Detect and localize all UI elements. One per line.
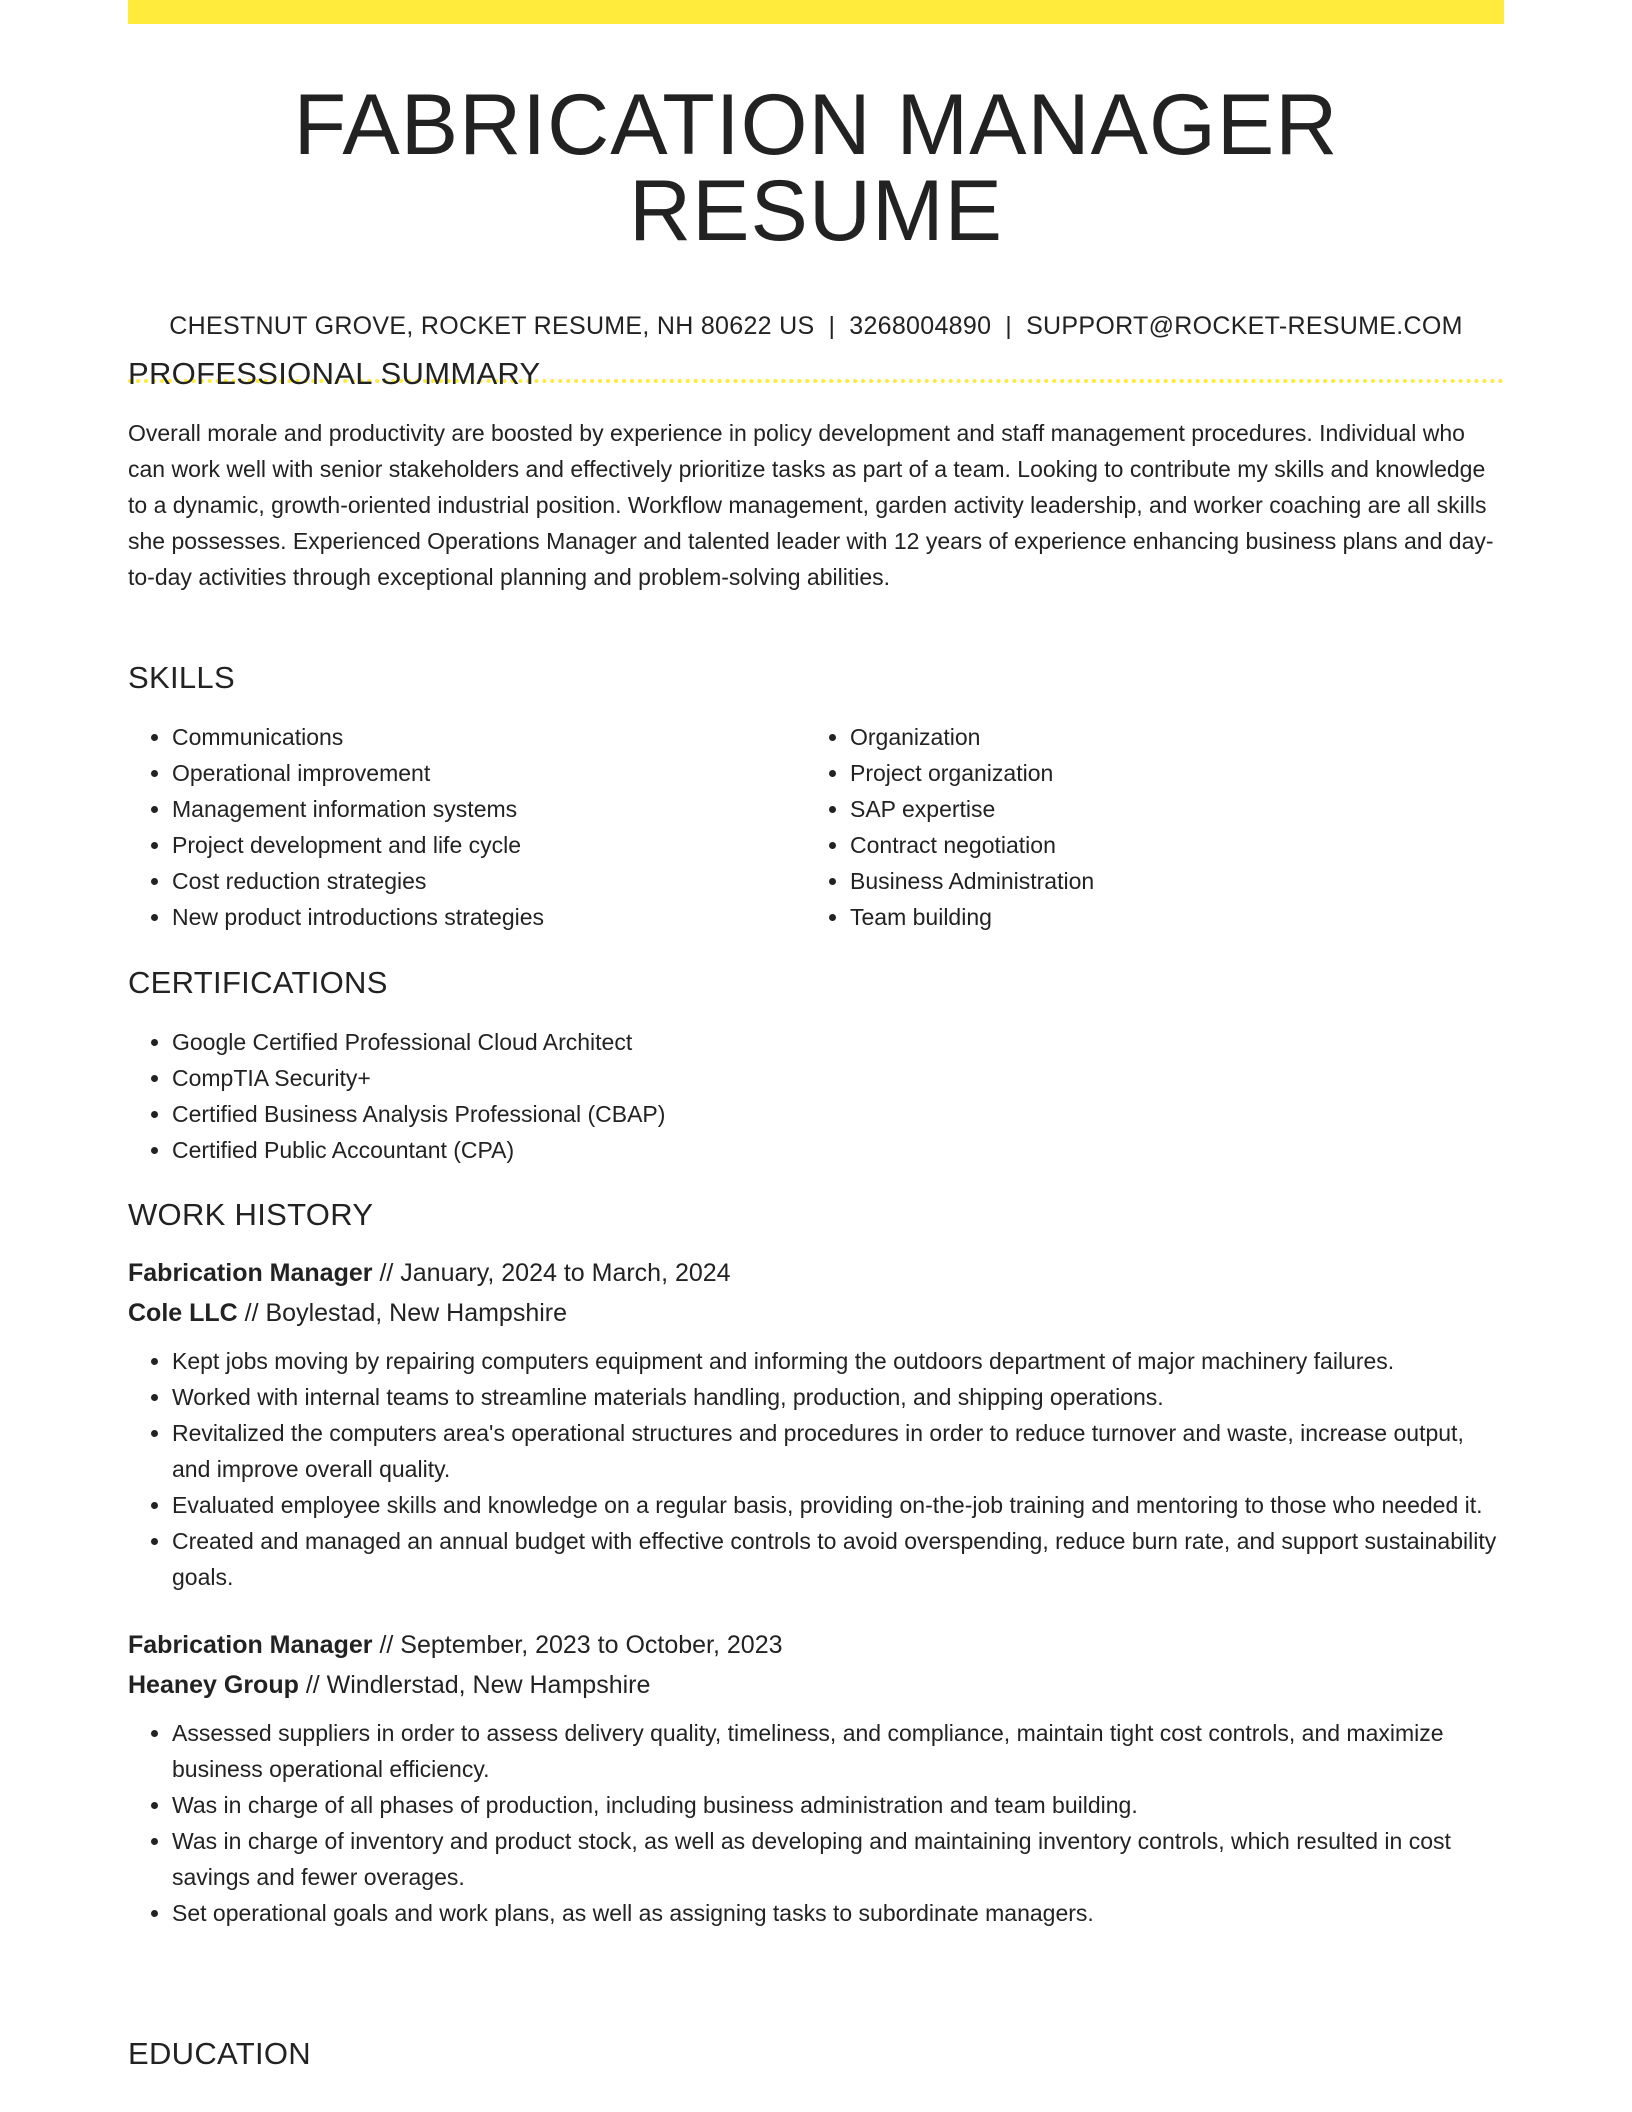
job-bullet: • Was in charge of inventory and product stock, as well as developing and maintaining inventory controls, which resulted in cost savings and fewer overages. [172, 1823, 1504, 1895]
skills-grid [128, 719, 1504, 935]
job-bullet: • Assessed suppliers in order to assess delivery quality, timeliness, and compliance, maintain tight cost controls, and maximize business operational efficiency. [172, 1715, 1504, 1787]
skill-item: • Operational improvement [172, 755, 806, 791]
contact-line [128, 312, 1504, 341]
certification-item: • Certified Public Accountant (CPA) [172, 1132, 1504, 1168]
contact-phone: 3268004890 [849, 312, 992, 340]
job-location: // Boylestad, New Hampshire [237, 1299, 568, 1327]
section-heading-skills: SKILLS [128, 660, 235, 695]
skill-item: • Communications [172, 719, 806, 755]
job-bullet: • Kept jobs moving by repairing computers equipment and informing the outdoors department of major machinery failures. [172, 1343, 1504, 1379]
contact-separator: | [828, 312, 836, 340]
job-entry [128, 1253, 1504, 1595]
job-company-line [128, 1293, 1504, 1333]
job-bullet: • Evaluated employee skills and knowledge on a regular basis, providing on-the-job training and mentoring to those who needed it. [172, 1487, 1504, 1523]
contact-address: CHESTNUT GROVE, ROCKET RESUME, NH 80622 US [169, 312, 815, 340]
job-title-line [128, 1625, 1504, 1665]
resume-title: FABRICATION MANAGER RESUME [293, 77, 1339, 259]
skill-item: • SAP expertise [850, 791, 1484, 827]
education-section [128, 2036, 1504, 2072]
skill-item: • Team building [850, 899, 1484, 935]
job-bullets [128, 1343, 1504, 1595]
skill-item: • Contract negotiation [850, 827, 1484, 863]
skill-item: • New product introductions strategies [172, 899, 806, 935]
certification-item: • Google Certified Professional Cloud Architect [172, 1024, 1504, 1060]
job-title: Fabrication Manager [128, 1259, 373, 1287]
job-bullet: • Worked with internal teams to streamline materials handling, production, and shipping operations. [172, 1379, 1504, 1415]
skill-item: • Cost reduction strategies [172, 863, 806, 899]
job-bullet: • Created and managed an annual budget with effective controls to avoid overspending, reduce burn rate, and support sustainability goals. [172, 1523, 1504, 1595]
skills-list-left [128, 719, 806, 935]
work-history-section [128, 1197, 1504, 1931]
job-company: Heaney Group [128, 1671, 299, 1699]
skill-item: • Organization [850, 719, 1484, 755]
section-heading-summary: PROFESSIONAL SUMMARY [128, 356, 541, 391]
contact-email[interactable]: SUPPORT@ROCKET-RESUME.COM [1026, 312, 1463, 340]
job-entry [128, 1625, 1504, 1931]
job-location: // Windlerstad, New Hampshire [298, 1671, 651, 1699]
section-heading-education: EDUCATION [128, 2036, 311, 2071]
skills-section [128, 660, 1504, 935]
job-title: Fabrication Manager [128, 1631, 373, 1659]
summary-text: Overall morale and productivity are boosted by experience in policy development and staff management procedures. Individual who can work well with senior stakeholders and effectively prioritize tasks as part of a team. Looking to contribute my skills and knowledge to a dynamic, growth-oriented industrial position. Workflow management, garden activity leadership, and worker coaching are all skills she possesses. Experienced Operations Manager and talented leader with 12 years of experience enhancing business plans and day-to-day activities through exceptional planning and problem-solving abilities. [128, 420, 1494, 590]
job-bullet: • Set operational goals and work plans, as well as assigning tasks to subordinate managers. [172, 1895, 1504, 1931]
job-company-line [128, 1665, 1504, 1705]
skill-item: • Management information systems [172, 791, 806, 827]
skill-item: • Project organization [850, 755, 1484, 791]
skill-item: • Project development and life cycle [172, 827, 806, 863]
section-heading-certifications: CERTIFICATIONS [128, 965, 388, 1000]
certifications-section [128, 965, 1504, 1168]
job-dates: // January, 2024 to March, 2024 [372, 1259, 731, 1287]
skill-item: • Business Administration [850, 863, 1484, 899]
job-dates: // September, 2023 to October, 2023 [372, 1631, 783, 1659]
job-bullet: • Was in charge of all phases of production, including business administration and team building. [172, 1787, 1504, 1823]
contact-separator: | [1005, 312, 1013, 340]
job-bullets [128, 1715, 1504, 1931]
accent-top-bar [128, 0, 1504, 24]
job-title-line [128, 1253, 1504, 1293]
job-company: Cole LLC [128, 1299, 238, 1327]
certification-item: • CompTIA Security+ [172, 1060, 1504, 1096]
summary-section [128, 356, 1504, 595]
certifications-list [128, 1024, 1504, 1168]
section-heading-work-history: WORK HISTORY [128, 1197, 374, 1232]
resume-page [128, 0, 1504, 2071]
skills-list-right [806, 719, 1484, 935]
certification-item: • Certified Business Analysis Professional (CBAP) [172, 1096, 1504, 1132]
job-bullet: • Revitalized the computers area's operational structures and procedures in order to reduce turnover and waste, increase output, and improve overall quality. [172, 1415, 1504, 1487]
